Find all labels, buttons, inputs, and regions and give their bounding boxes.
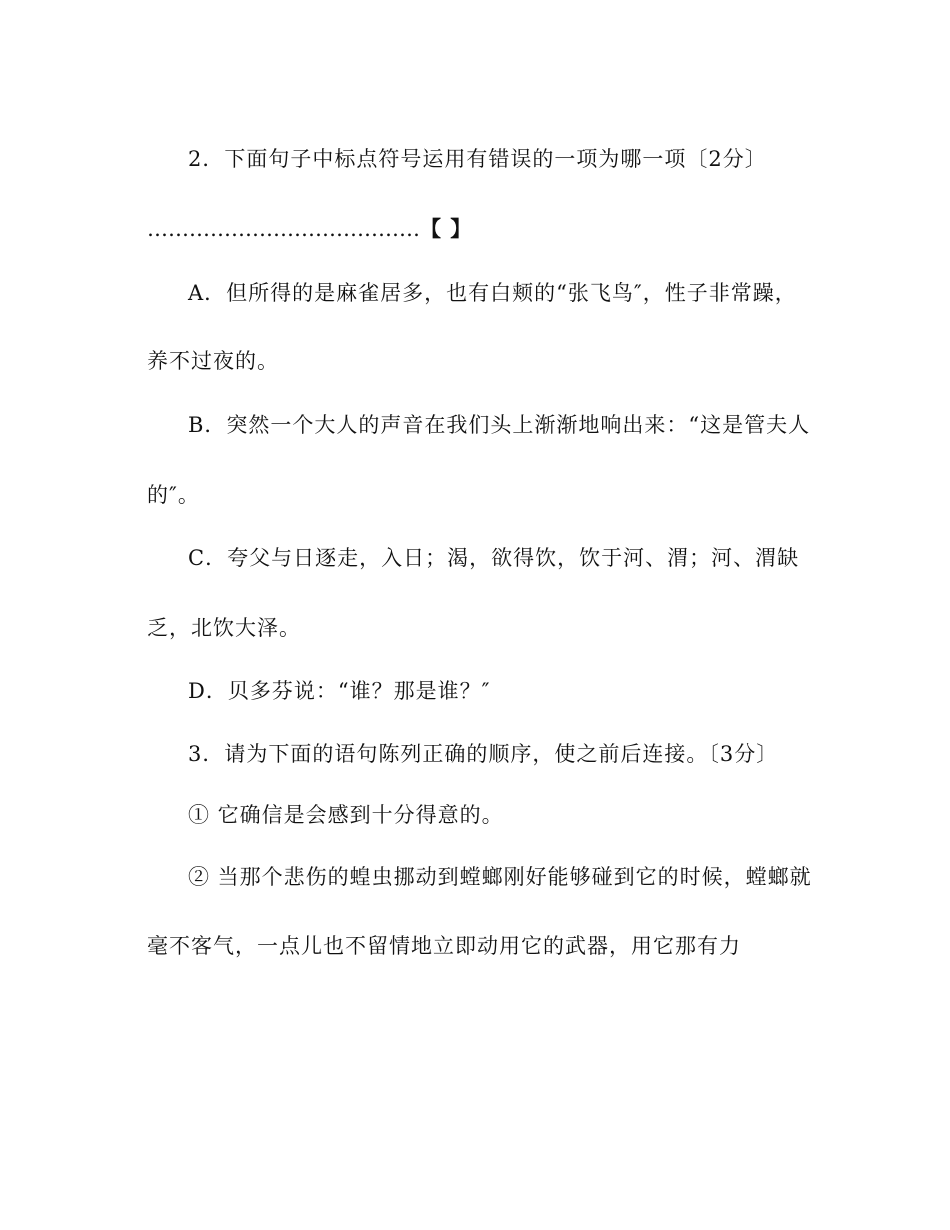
question-3-text: 3．请为下面的语句陈列正确的顺序，使之前后连接。〔3分〕 xyxy=(188,742,779,766)
option-b-line1: B．突然一个大人的声音在我们头上渐渐地响出来：“这是管夫人 xyxy=(188,413,811,437)
question-3-item-2-line2: 毫不客气，一点儿也不留情地立即动用它的武器，用它那有力 xyxy=(147,934,741,958)
option-a-line1: A．但所得的是麻雀居多，也有白颊的“张飞鸟″，性子非常躁， xyxy=(188,281,797,305)
option-d-line1: D．贝多芬说：“谁？那是谁？″ xyxy=(188,679,491,703)
option-b-line2: 的″。 xyxy=(147,483,200,507)
option-a-line2: 养不过夜的。 xyxy=(147,349,279,373)
leader-dots: ………………………………… xyxy=(147,217,420,241)
option-c-line1: C．夸父与日逐走，入日；渴，欲得饮，饮于河、渭；河、渭缺 xyxy=(188,546,800,570)
question-2-text: 2．下面句子中标点符号运用有错误的一项为哪一项〔2分〕 xyxy=(188,147,767,171)
answer-line xyxy=(147,215,472,243)
question-3-item-2-line1: ② 当那个悲伤的蝗虫挪动到螳螂刚好能够碰到它的时候，螳螂就 xyxy=(188,865,812,889)
answer-bracket: 【 】 xyxy=(420,216,473,241)
option-c-line2: 乏，北饮大泽。 xyxy=(147,616,301,640)
question-3-item-1: ① 它确信是会感到十分得意的。 xyxy=(188,803,504,827)
